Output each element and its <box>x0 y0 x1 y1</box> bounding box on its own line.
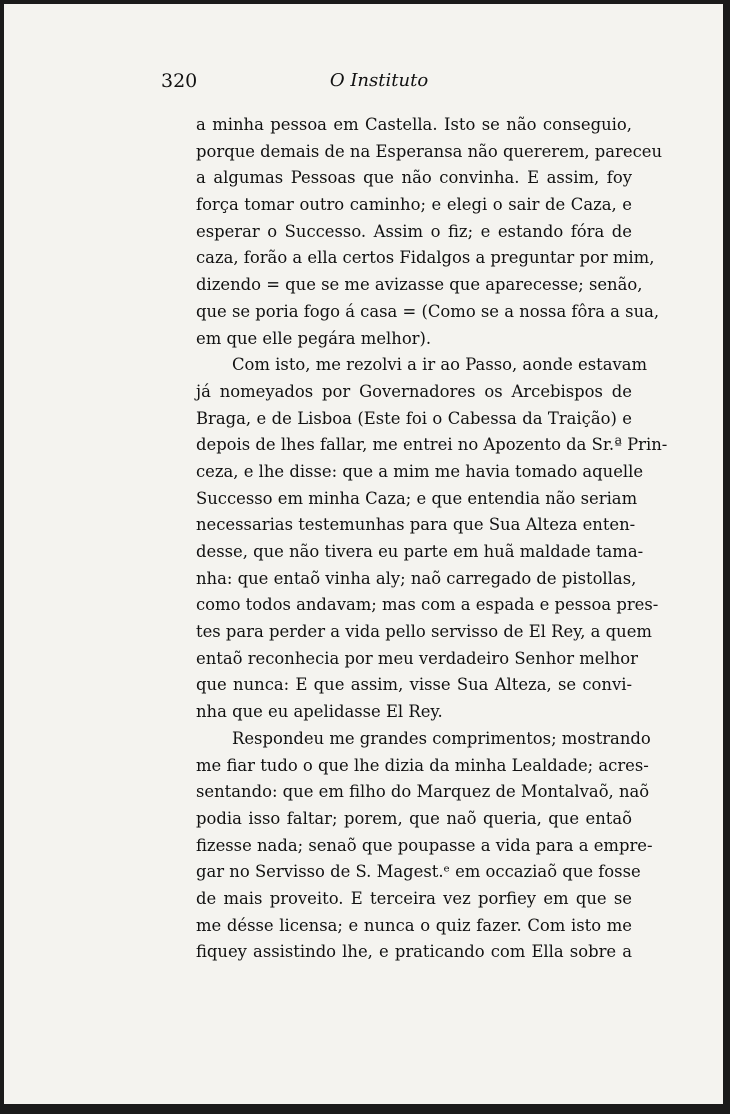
text-line: como todos andavam; mas com a espada e pessoa pres- <box>196 595 659 615</box>
text-line: fizesse nada; senaõ que poupasse a vida para a empre- <box>196 835 653 855</box>
text-line: que se poria fogo á casa = (Como se a nossa fôra a sua, <box>196 301 660 321</box>
text-line: me fiar tudo o que lhe dizia da minha Lealdade; acres- <box>196 755 649 775</box>
text-line: fiquey assistindo lhe, e praticando com Ella sobre a <box>196 942 632 962</box>
text-line: a algumas Pessoas que não convinha. E assim, foy <box>196 168 632 188</box>
page-number: 320 <box>161 70 198 92</box>
text-line: me désse licensa; e nunca o quiz fazer. Com isto me <box>196 915 632 935</box>
text-line: a minha pessoa em Castella. Isto se não conseguio, <box>196 115 632 134</box>
text-line: Successo em minha Caza; e que entendia não seriam <box>196 488 638 508</box>
text-line: Respondeu me grandes comprimentos; mostrando <box>232 728 651 748</box>
text-line: sentando: que em filho do Marquez de Montalvaõ, naõ <box>196 782 650 802</box>
text-line: dizendo = que se me avizasse que aparecesse; senão, <box>196 275 643 295</box>
text-line: porque demais de na Esperansa não quererem, pareceu <box>196 141 663 161</box>
text-line: desse, que não tivera eu parte em huã maldade tama- <box>196 542 644 561</box>
running-head: O Instituto <box>329 70 429 91</box>
text-line: força tomar outro caminho; e elegi o sair de Caza, e <box>196 195 632 215</box>
text-line: em que elle pegára melhor). <box>196 328 432 348</box>
text-line: necessarias testemunhas para que Sua Alteza enten- <box>196 515 636 535</box>
text-line: tes para perder a vida pello servisso de El Rey, a quem <box>196 622 652 642</box>
body-text <box>196 112 668 966</box>
text-line: Braga, e de Lisboa (Este foi o Cabessa da Traição) e <box>196 408 632 428</box>
text-line: gar no Servisso de S. Magest.ᵉ em occaziaõ que fosse <box>196 862 641 882</box>
text-line: podia isso faltar; porem, que naõ queria, que entaõ <box>196 808 632 828</box>
text-line: ceza, e lhe disse: que a mim me havia tomado aquelle <box>196 461 644 481</box>
text-line: entaõ reconhecia por meu verdadeiro Senhor melhor <box>196 648 639 668</box>
text-line: já nomeyados por Governadores os Arcebispos de <box>196 381 632 401</box>
text-line: esperar o Successo. Assim o fiz; e estando fóra de <box>196 221 632 241</box>
text-line: que nunca: E que assim, visse Sua Alteza, se convi- <box>196 675 632 695</box>
text-line: Com isto, me rezolvi a ir ao Passo, aonde estavam <box>232 355 648 375</box>
book-page <box>4 4 723 1104</box>
text-line: de mais proveito. E terceira vez porfiey em que se <box>196 888 632 908</box>
text-line: nha: que entaõ vinha aly; naõ carregado de pistollas, <box>196 568 637 588</box>
text-line: depois de lhes fallar, me entrei no Apozento da Sr.ª Prin- <box>196 435 668 455</box>
text-line: nha que eu apelidasse El Rey. <box>196 702 443 722</box>
text-line: caza, forão a ella certos Fidalgos a preguntar por mim, <box>196 248 655 268</box>
